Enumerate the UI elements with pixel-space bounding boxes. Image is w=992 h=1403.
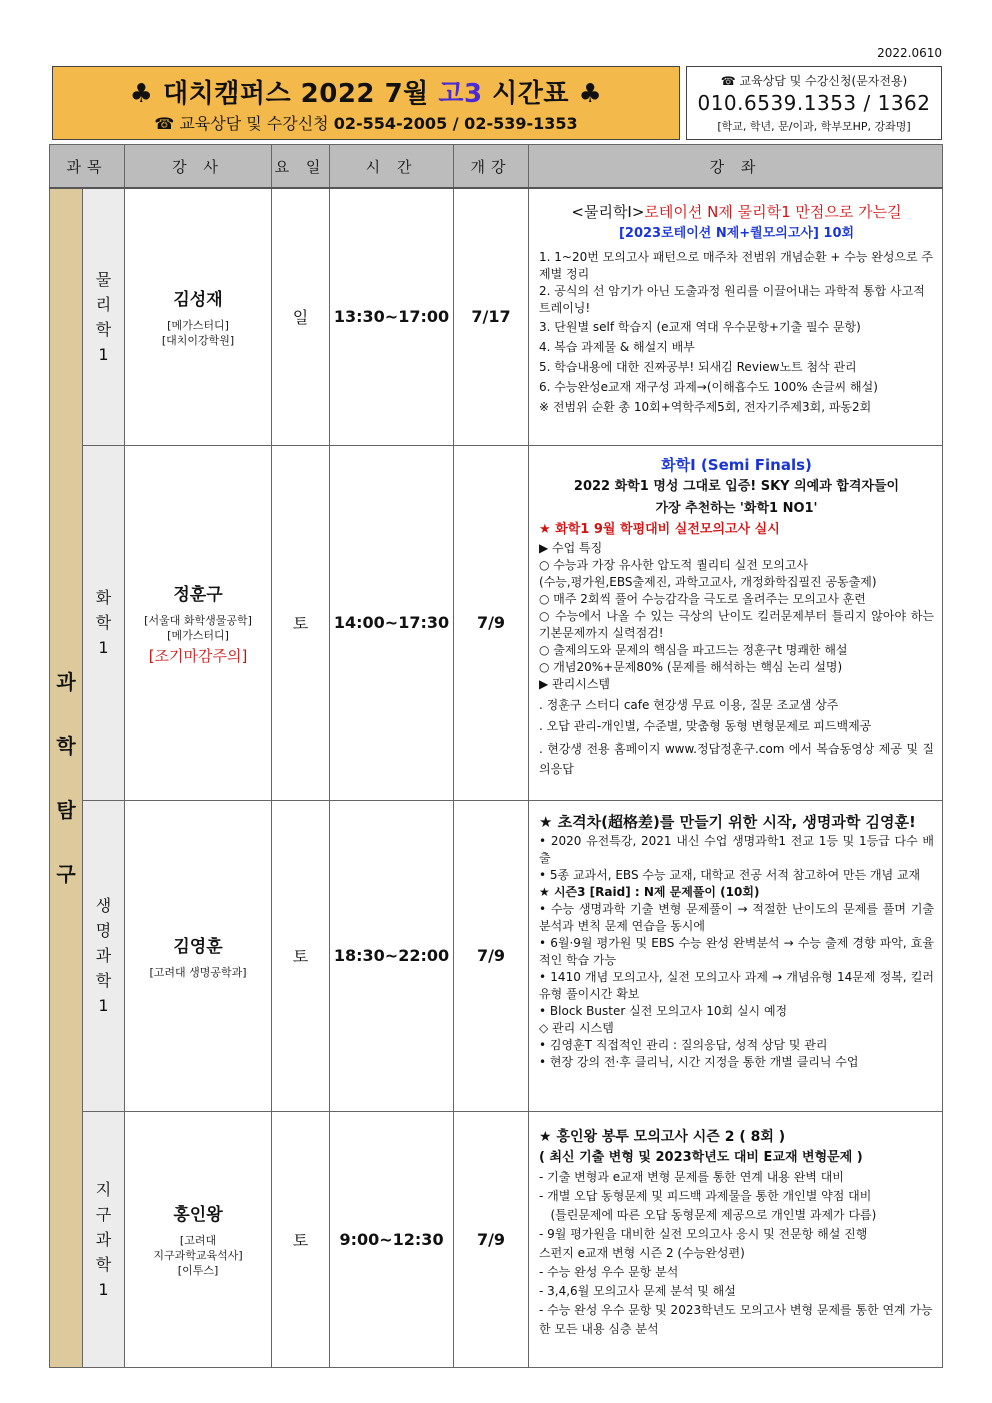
header-teacher: 강 사 [125,145,272,189]
course-line: 5. 학습내용에 대한 진짜공부! 되새김 Review노트 첨삭 관리 [539,360,857,374]
subject-cell: 생 명 과 학 1 [83,800,125,1111]
start-date-cell: 7/17 [454,188,529,445]
course-subtitle: 2022 화학1 명성 그대로 입증! SKY 의예과 합격자들이 [573,478,900,494]
table-row [50,800,943,1111]
header-course: 강 좌 [529,145,943,189]
teacher-cell [125,1111,272,1367]
course-highlight: ★ 화학1 9월 학평대비 실전모의고사 실시 [539,521,780,537]
phone-numbers: 02-554-2005 / 02-539-1353 [333,114,578,133]
course-cell [529,445,943,800]
course-line: ○ 출제의도와 문제의 핵심을 파고드는 정훈구t 명쾌한 해설 [539,642,848,657]
teacher-cell [125,445,272,800]
area-science-inquiry: 과 학 탐 구 [50,188,83,1367]
header-day: 요 일 [272,145,330,189]
teacher-affiliation: [메가스터디] [167,628,229,642]
course-subtitle: 가장 추천하는 '화학1 NO1' [655,500,818,516]
time-cell: 9:00~12:30 [330,1111,454,1367]
day-cell: 토 [272,800,330,1111]
course-cell [529,188,943,445]
time-cell: 13:30~17:00 [330,188,454,445]
course-cell [529,1111,943,1367]
course-line: • Block Buster 실전 모의고사 10회 실시 예정 [539,1003,788,1018]
course-line: - 기출 변형과 e교재 변형 문제를 통한 연계 내용 완벽 대비 [539,1169,844,1184]
teacher-affiliation: [메가스터디] [167,319,229,333]
header-subject: 과목 [50,145,125,189]
course-line: • 5종 교과서, EBS 수능 교재, 대학교 전공 서적 참고하여 만든 개념 교재 [539,867,921,882]
phone-icon: ☎ [154,114,175,133]
subject-cell: 물 리 학 1 [83,188,125,445]
course-line: - 9월 평가원을 대비한 실전 모의고사 응시 및 전문항 해설 진행 [539,1226,868,1241]
sms-contact-box [686,66,942,140]
banner-contact: ☎ 교육상담 및 수강신청 02-554-2005 / 02-539-1353 [154,114,578,133]
header-start: 개강 [454,145,529,189]
schedule-table [49,144,943,1368]
course-line: ○ 수능과 가장 유사한 압도적 퀄리티 실전 모의고사 [539,557,809,572]
course-line: 스펀지 e교재 변형 시즌 2 (수능완성편) [539,1245,745,1260]
course-line: 4. 복습 과제물 & 해설지 배부 [539,340,695,354]
course-title: 화학Ⅰ (Semi Finals) [661,455,812,474]
course-title: <물리학Ⅰ>로테이션 N제 물리학1 만점으로 가는길 [571,203,902,221]
teacher-affiliation: [고려대 [179,1234,217,1247]
start-date-cell: 7/9 [454,1111,529,1367]
course-line: 1. 1~20번 모의고사 패턴으로 매주차 전범위 개념순환 + 수능 완성으로 주제별 정리 [539,250,934,281]
course-line: ★ 시즌3 [Raid] : N제 문제풀이 (10회) [539,884,760,899]
course-line: 2. 공식의 선 암기가 아닌 도출과정 원리를 이끌어내는 과학적 통합 사고적 트레이닝! [539,284,925,315]
course-line: - 3,4,6월 모의고사 문제 분석 및 해설 [539,1283,736,1298]
course-line: • 김영훈T 직접적인 관리 : 질의응답, 성적 상담 및 관리 [539,1037,828,1052]
day-cell: 토 [272,445,330,800]
page-title: ♣ 대치캠퍼스 2022 7월 고3 시간표 ♣ [129,79,603,109]
teacher-affiliation: 지구과학교육석사] [153,1249,243,1262]
table-row [50,1111,943,1367]
header-time: 시 간 [330,145,454,189]
course-line: ◇ 관리 시스템 [539,1020,614,1035]
course-line: ▶ 수업 특징 [539,540,603,555]
sms-required-info: [학교, 학년, 문/이과, 학부모HP, 강좌명] [717,120,911,133]
time-cell: 18:30~22:00 [330,800,454,1111]
day-cell: 토 [272,1111,330,1367]
time-cell: 14:00~17:30 [330,445,454,800]
teacher-name: 김영훈 [173,936,223,957]
teacher-name: 홍인왕 [173,1205,223,1225]
subject-cell: 화 학 1 [83,445,125,800]
teacher-affiliation: [서울대 화학생물공학] [144,613,252,627]
course-line: • 1410 개념 모의고사, 실전 모의고사 과제 → 개념유형 14문제 정복, 킬러유형 풀이시간 확보 [539,969,935,1001]
teacher-affiliation: [이투스] [177,1264,219,1277]
start-date-cell: 7/9 [454,800,529,1111]
teacher-affiliation: [대치이강학원] [161,334,235,348]
course-line: - 수능 완성 우수 문항 및 2023학년도 모의고사 변형 문제를 통한 연계 가능한 모든 내용 심층 분석 [539,1302,933,1336]
grade-label: 고3 [438,79,483,109]
course-line: 6. 수능완성e교재 재구성 과제→(이해흡수도 100% 손글씨 해설) [539,380,878,394]
course-line: ○ 수능에서 나올 수 있는 극상의 난이도 킬러문제부터 틀리지 않아야 하는 기본문제까지 실력점검! [539,608,935,640]
document-date: 2022.0610 [877,46,942,60]
early-close-notice: [조기마감주의] [148,646,248,665]
course-line: (틀린문제에 따른 오답 동형문제 제공으로 개인별 과제가 다름) [539,1207,877,1222]
table-row [50,188,943,445]
teacher-affiliation: [고려대 생명공학과] [149,965,247,979]
course-line: ○ 매주 2회씩 풀어 수능감각을 극도로 올려주는 모의고사 훈련 [539,591,866,606]
course-line: ○ 개념20%+문제80% (문제를 해석하는 핵심 논리 설명) [539,659,843,674]
start-date-cell: 7/9 [454,445,529,800]
sms-phone-number: 010.6539.1353 / 1362 [697,91,931,115]
teacher-cell [125,188,272,445]
course-line: . 오답 관리-개인별, 수준별, 맞춤형 동형 변형문제로 피드백제공 [539,718,872,733]
course-line: • 2020 유전특강, 2021 내신 수업 생명과학1 전교 1등 및 1등급 다수 배출 [539,833,935,865]
day-cell: 일 [272,188,330,445]
teacher-cell [125,800,272,1111]
course-line: . 현강생 전용 홈페이지 www.정답정훈구.com 에서 복습동영상 제공 및 질의응답 [539,741,935,776]
table-row [50,445,943,800]
course-line: 3. 단원별 self 학습지 (e교재 역대 우수문항+기출 필수 문항) [539,320,861,334]
course-line: • 현장 강의 전·후 클리닉, 시간 지정을 통한 개별 클리닉 수업 [539,1054,859,1069]
course-subtitle: [2023로테이션 N제+퀄모의고사] 10회 [618,226,855,241]
course-line: ※ 전범위 순환 총 10회+역학주제5회, 전자기주제3회, 파동2회 [539,400,872,414]
course-cell [529,800,943,1111]
course-line: - 개별 오답 동형문제 및 피드백 과제물을 통한 개인별 약점 대비 [539,1188,872,1203]
course-line: ▶ 관리시스템 [539,676,611,691]
course-title: ★ 초격차(超格差)를 만들기 위한 시작, 생명과학 김영훈! [539,812,916,831]
course-subtitle: ( 최신 기출 변형 및 2023학년도 대비 E교재 변형문제 ) [539,1149,863,1165]
sms-contact-label: ☎ 교육상담 및 수강신청(문자전용) [720,74,908,88]
title-banner [52,66,680,140]
course-line: . 정훈구 스터디 cafe 현강생 무료 이용, 질문 조교샘 상주 [539,697,839,712]
course-title: ★ 홍인왕 봉투 모의고사 시즌 2 ( 8회 ) [539,1128,786,1145]
course-line: - 수능 완성 우수 문항 분석 [539,1264,679,1279]
course-line: (수능,평가원,EBS출제진, 과학고교사, 개정화학집필진 공동출제) [539,574,877,589]
subject-cell: 지 구 과 학 1 [83,1111,125,1367]
table-header-row [50,145,943,189]
course-line: • 수능 생명과학 기출 변형 문제풀이 → 적절한 난이도의 문제를 풀며 기출 분석과 변칙 문제 연습을 동시에 [539,901,935,933]
course-line: • 6월·9월 평가원 및 EBS 수능 완성 완벽분석 → 수능 출제 경향 파악, 효율적인 학습 가능 [539,935,935,967]
teacher-name: 김성재 [173,290,223,311]
teacher-name: 정훈구 [173,584,223,605]
